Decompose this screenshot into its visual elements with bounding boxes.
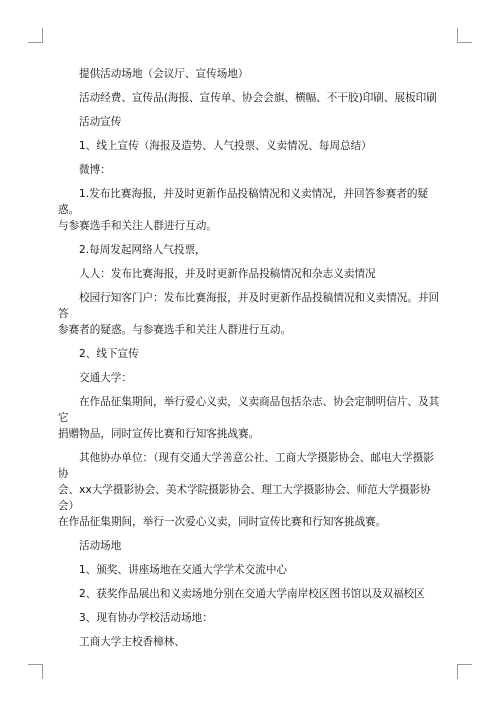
paragraph: 活动经费、宣传品(海报、宣传单、协会会旗、横幅、不干胶)印刷、展板印刷 bbox=[79, 92, 437, 104]
subsection-heading: 1、线上宣传（海报及造势、人气投票、义卖情况、每周总结） bbox=[79, 140, 372, 152]
paragraph-group bbox=[58, 394, 442, 442]
paragraph: 2、获奖作品展出和义卖场地分别在交通大学南岸校区图书馆以及双福校区 bbox=[79, 588, 425, 600]
subsection-heading: 2、线下宣传 bbox=[79, 348, 139, 360]
paragraph-line: 校园行知客门户：发布比赛海报，并及时更新作品投稿情况和义卖情况。并回答 bbox=[58, 292, 440, 320]
document-body bbox=[58, 66, 442, 658]
section-heading: 活动宣传 bbox=[79, 116, 122, 128]
paragraph-line: 在作品征集期间，举行一次爱心义卖，同时宣传比赛和行知客挑战赛。 bbox=[58, 516, 387, 528]
paragraph-group bbox=[58, 186, 442, 234]
paragraph-line: 其他协办单位：（现有交通大学善意公社、工商大学摄影协会、邮电大学摄影协 bbox=[58, 452, 434, 480]
paragraph: 2.每周发起网络人气投票， bbox=[79, 244, 206, 256]
paragraph: 工商大学主校香樟林、 bbox=[79, 636, 185, 648]
paragraph: 1、颁奖、讲座场地在交通大学学术交流中心 bbox=[79, 564, 288, 576]
paragraph-line: 在作品征集期间，举行爱心义卖，义卖商品包括杂志、协会定制明信片、及其它 bbox=[58, 396, 440, 424]
paragraph: 3、现有协办学校活动场地： bbox=[79, 612, 213, 624]
paragraph-group bbox=[58, 450, 442, 530]
paragraph-line: 与参赛选手和关注人群进行互动。 bbox=[58, 220, 217, 232]
paragraph-line: 会、xx大学摄影协会、美术学院摄影协会、理工大学摄影协会、师范大学摄影协会） bbox=[58, 484, 431, 512]
paragraph: 人人：发布比赛海报，并及时更新作品投稿情况和杂志义卖情况 bbox=[79, 268, 376, 280]
page-corner-mark-top-left bbox=[28, 28, 43, 43]
page-corner-mark-bottom-right bbox=[457, 664, 472, 679]
section-heading: 活动场地 bbox=[79, 540, 122, 552]
paragraph-line: 捐赠物品，同时宣传比赛和行知客挑战赛。 bbox=[58, 428, 260, 440]
paragraph: 交通大学： bbox=[79, 372, 132, 384]
paragraph-line: 参赛者的疑惑。与参赛选手和关注人群进行互动。 bbox=[58, 324, 292, 336]
page-corner-mark-top-right bbox=[457, 28, 472, 43]
paragraph-line: 1.发布比赛海报，并及时更新作品投稿情况和义卖情况，并回答参赛者的疑惑。 bbox=[58, 188, 429, 216]
paragraph: 提供活动场地（会议厅、宣传场地） bbox=[79, 68, 249, 80]
paragraph-group bbox=[58, 290, 442, 338]
paragraph: 微博： bbox=[79, 164, 111, 176]
page-corner-mark-bottom-left bbox=[28, 664, 43, 679]
